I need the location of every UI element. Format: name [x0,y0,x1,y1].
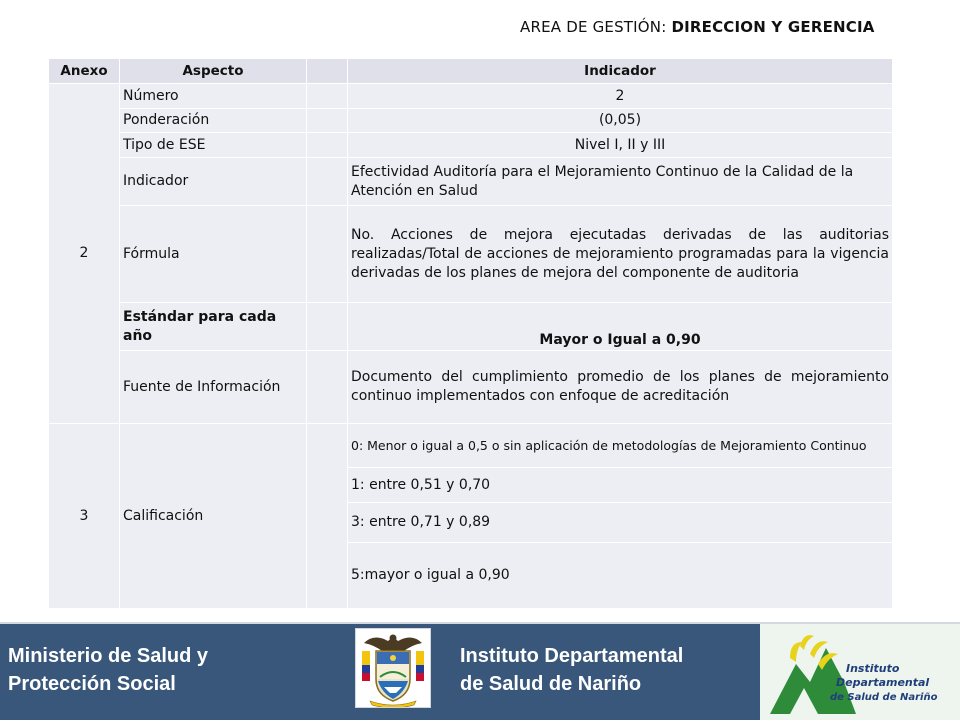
calificacion-level: 1: entre 0,51 y 0,70 [348,468,893,503]
valor-cell: Nivel I, II y III [348,133,893,158]
header-aspecto: Aspecto [120,59,307,84]
table-row [49,303,893,351]
blank-cell [307,206,348,303]
aspecto-cell: Tipo de ESE [120,133,307,158]
idsn-logo-icon [760,624,960,720]
calificacion-level: 3: entre 0,71 y 0,89 [348,503,893,543]
institute-line-2: de Salud de Nariño [460,673,642,695]
valor-cell: Documento del cumplimiento promedio de los planes de mejoramiento continuo implementados con enfoque de acreditación [348,351,893,424]
blank-cell [307,109,348,133]
aspecto-cell: Fórmula [120,206,307,303]
valor-cell: Mayor o Igual a 0,90 [348,303,893,351]
table-row [49,206,893,303]
calificacion-level: 5:mayor o igual a 0,90 [348,543,893,609]
table-row [49,133,893,158]
blank-cell [307,351,348,424]
valor-cell: 2 [348,84,893,109]
aspecto-cell: Número [120,84,307,109]
aspecto-cell: Ponderación [120,109,307,133]
table-row [49,109,893,133]
anexo-2-cell: 2 [49,84,120,424]
area-title [520,18,900,36]
table-header-row [49,59,893,84]
indicator-table [48,58,893,609]
table-row [49,84,893,109]
blank-cell [307,303,348,351]
header-indicador: Indicador [348,59,893,84]
calificacion-cell: Calificación [120,424,307,609]
aspecto-cell: Fuente de Información [120,351,307,424]
blank-cell [307,133,348,158]
header-anexo: Anexo [49,59,120,84]
table-row [49,351,893,424]
table-row [49,158,893,206]
ministry-name [8,642,308,698]
aspecto-cell: Indicador [120,158,307,206]
anexo-3-cell: 3 [49,424,120,609]
area-title-prefix: AREA DE GESTIÓN: [520,18,672,36]
logo-text-line-1: Instituto [846,662,900,675]
valor-cell: Efectividad Auditoría para el Mejoramiento Continuo de la Calidad de la Atención en Salud [348,158,893,206]
ministry-line-1: Ministerio de Salud y [8,645,209,667]
institute-line-1: Instituto Departamental [460,645,684,667]
blank-cell [307,84,348,109]
calificacion-level: 0: Menor o igual a 0,5 o sin aplicación de metodologías de Mejoramiento Continuo [348,424,893,468]
area-title-name: DIRECCION Y GERENCIA [671,18,875,36]
blank-cell [307,424,348,609]
logo-text-line-3: de Salud de Nariño [830,692,938,703]
aspecto-cell: Estándar para cada año [120,303,307,351]
table-row [49,424,893,468]
ministry-line-2: Protección Social [8,673,176,695]
valor-cell: (0,05) [348,109,893,133]
blank-cell [307,158,348,206]
colombia-coat-of-arms-icon [355,628,431,708]
header-blank [307,59,348,84]
logo-text-line-2: Departamental [836,676,930,689]
valor-cell: No. Acciones de mejora ejecutadas derivadas de las auditorias realizadas/Total de acciones de mejoramiento programadas para la vigencia derivadas de los planes de mejora del componente de auditoria [348,206,893,303]
institute-name [460,642,760,698]
